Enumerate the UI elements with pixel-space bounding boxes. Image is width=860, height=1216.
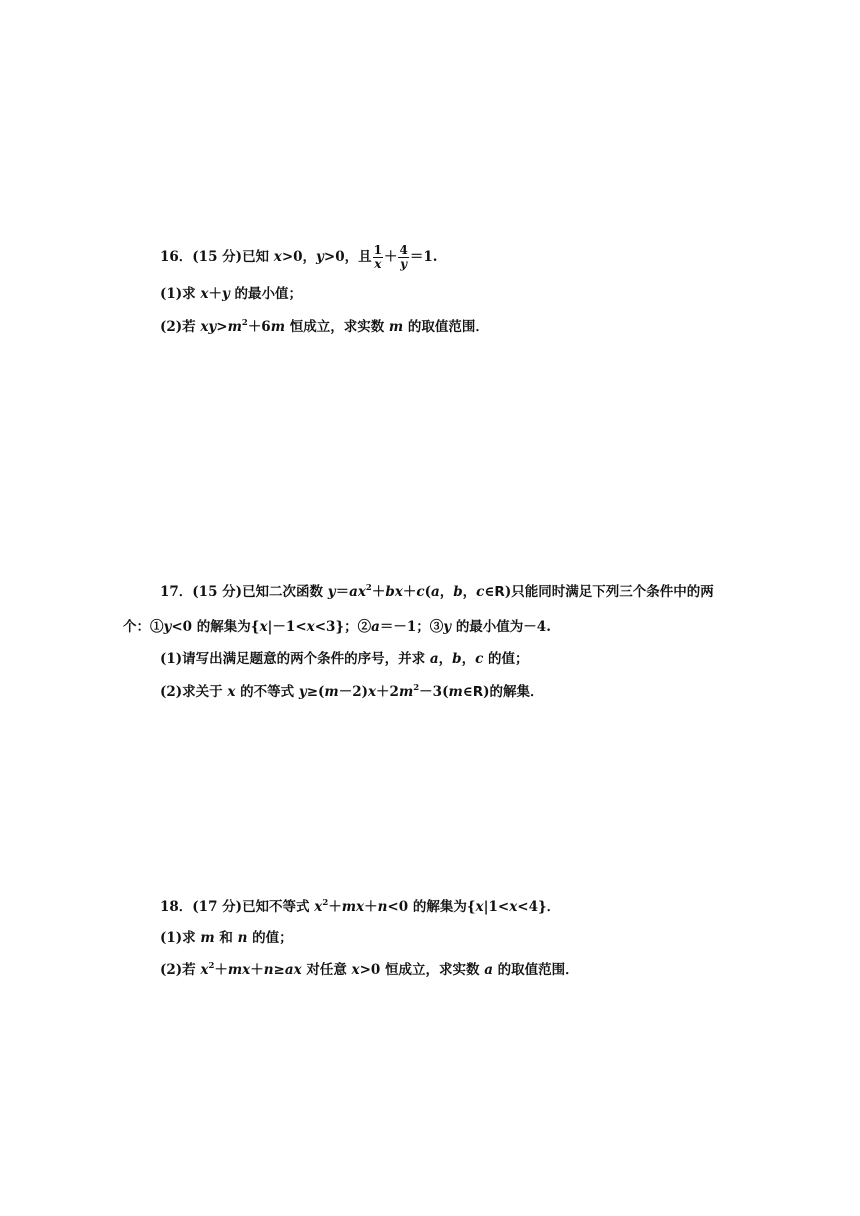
problem-18-sub1: (1)求 m 和 n 的值； xyxy=(160,930,293,946)
problem-18-sub2: (2)若 $x^2+mx+n\ge ax$ 对任意 x>0 恒成立，求实数 a 的取值范围． xyxy=(160,961,579,978)
problem-score: (15 分) xyxy=(192,584,243,600)
problem-17-sub1: (1)请写出满足题意的两个条件的序号，并求 a，b，c 的值； xyxy=(160,651,529,667)
fraction-4-over-y: $\frac{4}{y}$ xyxy=(399,243,408,271)
problem-17-statement: 17．(15 分)已知二次函数 $y=ax^2+bx+c(a$，b，c∈R)只能同时满足下列三个条件中的两 xyxy=(160,583,714,600)
problem-16-statement: 16．(15 分)已知 x>0，y>0，且 $\frac{1}{x}$ ＋ $\frac{4}{y}$ ＝1. xyxy=(160,243,438,271)
problem-number: 18． xyxy=(160,899,193,915)
problem-16-sub2: (2)若 $xy>m^2+6m$ 恒成立，求实数 m 的取值范围． xyxy=(160,318,489,335)
problem-18-statement: 18．(17 分)已知不等式 $x^2+mx+n<0$ 的解集为{x|1<x<4}． xyxy=(160,898,561,915)
problem-16-sub1: (1)求 x＋y 的最小值； xyxy=(160,286,302,302)
problem-score: (17 分) xyxy=(192,899,243,915)
problem-17-conditions: 个：①y<0 的解集为{x|－1<x<3}；②a＝－1；③y 的最小值为－4. xyxy=(123,619,551,635)
problem-number: 16． xyxy=(160,249,193,265)
fraction-1-over-x: $\frac{1}{x}$ xyxy=(373,243,382,271)
problem-number: 17． xyxy=(160,584,193,600)
problem-17-sub2: (2)求关于 x 的不等式 $y\ge(m-2)x+2m^2-3(m\in R)$的解集． xyxy=(160,683,544,700)
problem-score: (15 分) xyxy=(192,249,243,265)
